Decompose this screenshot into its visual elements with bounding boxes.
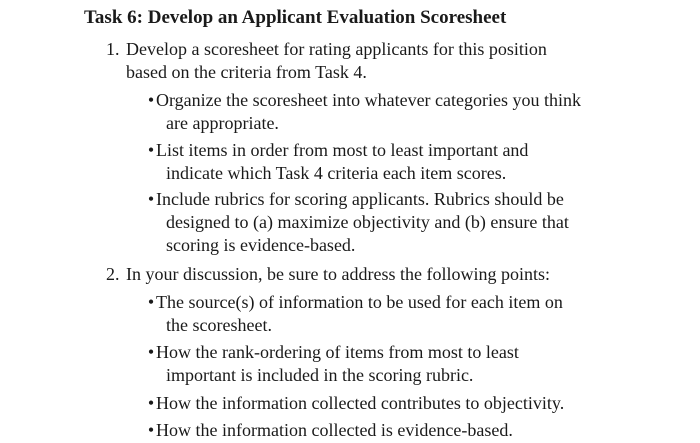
- bullet-icon: •: [147, 292, 155, 312]
- bullet-text-line: are appropriate.: [166, 113, 279, 133]
- bullet-text-line: Include rubrics for scoring applicants. Rubrics should be: [156, 189, 564, 209]
- bullet-text-line: indicate which Task 4 criteria each item scores.: [166, 163, 507, 183]
- bullet-icon: •: [147, 420, 155, 440]
- bullet-icon: •: [147, 189, 155, 209]
- bullet-text-line: important is included in the scoring rubric.: [166, 365, 474, 385]
- item-text-line: Develop a scoresheet for rating applicants for this position: [126, 39, 547, 59]
- bullet-icon: •: [147, 342, 155, 362]
- item-text-line: In your discussion, be sure to address the following points:: [126, 264, 550, 284]
- bullet-text-line: designed to (a) maximize objectivity and (b) ensure that: [166, 212, 569, 232]
- item-number: 2.: [106, 264, 120, 284]
- bullet-text-line: List items in order from most to least important and: [156, 140, 529, 160]
- item-number: 1.: [106, 39, 120, 59]
- bullet-text-line: How the rank-ordering of items from most to least: [156, 342, 519, 362]
- bullet-text-line: scoring is evidence-based.: [166, 235, 356, 255]
- bullet-icon: •: [147, 393, 155, 413]
- bullet-text-line: How the information collected contributes to objectivity.: [156, 393, 565, 413]
- bullet-text-line: How the information collected is evidence-based.: [156, 420, 513, 440]
- bullet-text-line: The source(s) of information to be used for each item on: [156, 292, 563, 312]
- bullet-text-line: the scoresheet.: [166, 315, 272, 335]
- bullet-icon: •: [147, 140, 155, 160]
- task-heading: Task 6: Develop an Applicant Evaluation Scoresheet: [84, 7, 507, 28]
- bullet-icon: •: [147, 90, 155, 110]
- bullet-text-line: Organize the scoresheet into whatever categories you think: [156, 90, 582, 110]
- item-text-line: based on the criteria from Task 4.: [126, 62, 367, 82]
